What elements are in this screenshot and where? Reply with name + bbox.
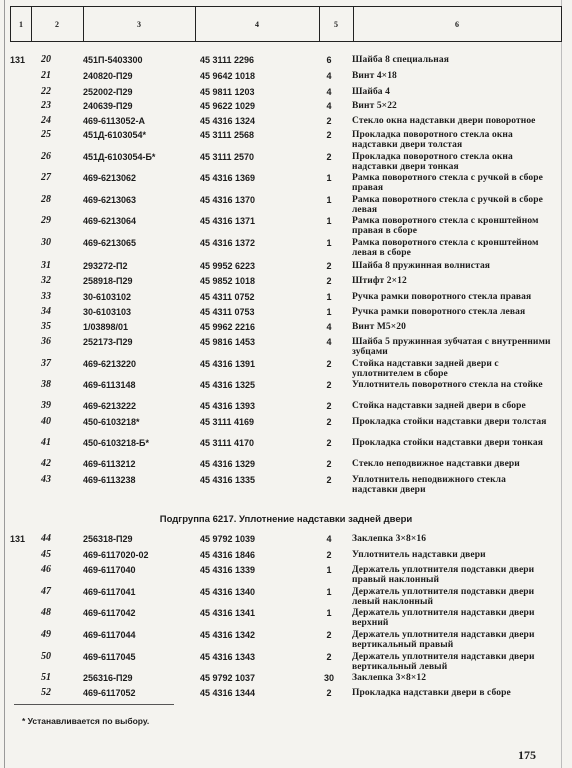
position-number: 52 — [41, 687, 51, 698]
position-number: 25 — [41, 129, 51, 140]
part-code: 45 4316 1344 — [200, 688, 256, 698]
part-name: Шайба 8 специальная — [352, 55, 449, 65]
page-number: 175 — [518, 748, 536, 762]
part-code: 45 4316 1342 — [200, 630, 256, 640]
part-number: 469-6113052-А — [83, 116, 146, 126]
group-number: 131 — [10, 534, 26, 544]
quantity: 2 — [326, 652, 332, 662]
position-number: 29 — [41, 215, 51, 226]
header-col-4: 4 — [255, 19, 259, 29]
part-code: 45 9622 1029 — [200, 101, 256, 111]
part-number: 240639-П29 — [83, 101, 133, 111]
position-number: 46 — [41, 564, 51, 575]
part-code: 45 4316 1324 — [200, 116, 256, 126]
part-name: Штифт 2×12 — [352, 276, 407, 286]
table-header — [10, 6, 562, 42]
part-code: 45 4316 1335 — [200, 475, 256, 485]
part-number: 469-6117041 — [83, 587, 136, 597]
part-name: Стекло неподвижное надставки двери — [352, 459, 520, 469]
part-name: Прокладка поворотного стекла окна надставки двери тонкая — [352, 152, 513, 172]
part-name: Ручка рамки поворотного стекла левая — [352, 307, 526, 317]
quantity: 2 — [326, 152, 332, 162]
part-name: Уплотнитель поворотного стекла на стойке — [352, 380, 543, 390]
position-number: 21 — [41, 70, 51, 81]
part-number: 451Д-6103054* — [83, 130, 146, 140]
table-row — [0, 337, 572, 359]
part-code: 45 4316 1846 — [200, 550, 256, 560]
quantity: 4 — [326, 534, 332, 544]
quantity: 2 — [326, 630, 332, 640]
quantity: 1 — [326, 587, 332, 597]
part-number: 258918-П29 — [83, 276, 133, 286]
part-number: 256316-П29 — [83, 673, 133, 683]
quantity: 2 — [326, 550, 332, 560]
part-number: 252173-П29 — [83, 337, 133, 347]
quantity: 2 — [326, 401, 332, 411]
position-number: 35 — [41, 321, 51, 332]
part-name: Уплотнитель надставки двери — [352, 550, 486, 560]
header-col-1: 1 — [19, 19, 23, 29]
quantity: 4 — [326, 101, 332, 111]
quantity: 1 — [326, 216, 332, 226]
part-code: 45 4316 1393 — [200, 401, 256, 411]
footnote-rule — [14, 704, 174, 705]
part-code: 45 4316 1340 — [200, 587, 256, 597]
part-code: 45 9792 1037 — [200, 673, 256, 683]
quantity: 6 — [326, 55, 332, 65]
table-row — [0, 565, 572, 587]
header-col-3: 3 — [137, 19, 141, 29]
quantity: 4 — [326, 322, 332, 332]
part-number: 469-6213063 — [83, 195, 137, 205]
position-number: 49 — [41, 629, 51, 640]
quantity: 2 — [326, 116, 332, 126]
part-name: Держатель уплотнителя надставки двери вертикальный правый — [352, 630, 535, 650]
part-code: 45 4316 1370 — [200, 195, 256, 205]
part-code: 45 9811 1203 — [200, 87, 255, 97]
position-number: 24 — [41, 115, 51, 126]
part-name: Ручка рамки поворотного стекла правая — [352, 292, 532, 302]
position-number: 36 — [41, 336, 51, 347]
position-number: 40 — [41, 416, 51, 427]
part-code: 45 3111 2296 — [200, 55, 255, 65]
table-row — [0, 438, 572, 460]
part-number: 450-6103218-Б* — [83, 438, 150, 448]
part-name: Шайба 5 пружинная зубчатая с внутренними зубцами — [352, 337, 551, 357]
table-row — [0, 152, 572, 174]
position-number: 26 — [41, 151, 51, 162]
position-number: 43 — [41, 474, 51, 485]
part-number: 256318-П29 — [83, 534, 133, 544]
part-name: Шайба 4 — [352, 87, 390, 97]
part-number: 469-6213064 — [83, 216, 137, 226]
quantity: 2 — [326, 359, 332, 369]
part-name: Рамка поворотного стекла с ручкой в сборе левая — [352, 195, 543, 215]
quantity: 1 — [326, 292, 332, 302]
part-name: Держатель уплотнителя подставки двери правый наклонный — [352, 565, 535, 585]
quantity: 1 — [326, 307, 332, 317]
part-number: 469-6117040 — [83, 565, 136, 575]
position-number: 34 — [41, 306, 51, 317]
part-code: 45 9952 6223 — [200, 261, 256, 271]
part-code: 45 4316 1391 — [200, 359, 256, 369]
table-row — [0, 417, 572, 439]
position-number: 45 — [41, 549, 51, 560]
table-row — [0, 652, 572, 674]
part-name: Заклепка 3×8×16 — [352, 534, 427, 544]
part-name: Рамка поворотного стекла с кронштейном левая в сборе — [352, 238, 539, 258]
position-number: 23 — [41, 100, 51, 111]
table-row — [0, 380, 572, 402]
position-number: 27 — [41, 172, 51, 183]
part-code: 45 3111 4170 — [200, 438, 255, 448]
table-row — [0, 475, 572, 497]
header-col-5: 5 — [334, 19, 338, 29]
quantity: 1 — [326, 238, 332, 248]
part-code: 45 4311 0752 — [200, 292, 255, 302]
quantity: 1 — [326, 565, 332, 575]
part-code: 45 4316 1341 — [200, 608, 256, 618]
position-number: 28 — [41, 194, 51, 205]
part-number: 293272-П2 — [83, 261, 128, 271]
table-row — [0, 688, 572, 710]
part-number: 30-6103103 — [83, 307, 132, 317]
part-code: 45 3111 4169 — [200, 417, 255, 427]
part-name: Стойка надставки задней двери в сборе — [352, 401, 526, 411]
table-row — [0, 195, 572, 217]
part-name: Прокладка стойки надставки двери тонкая — [352, 438, 543, 448]
part-code: 45 4316 1369 — [200, 173, 256, 183]
part-number: 451П-5403300 — [83, 55, 143, 65]
part-name: Прокладка поворотного стекла окна надставки двери толстая — [352, 130, 513, 150]
part-number: 30-6103102 — [83, 292, 132, 302]
part-code: 45 9642 1018 — [200, 71, 256, 81]
part-name: Стекло окна надставки двери поворотное — [352, 116, 536, 126]
quantity: 2 — [326, 417, 332, 427]
part-name: Винт М5×20 — [352, 322, 406, 332]
header-col-2: 2 — [55, 19, 59, 29]
part-number: 469-6213065 — [83, 238, 137, 248]
quantity: 2 — [326, 438, 332, 448]
part-number: 1/03898/01 — [83, 322, 129, 332]
position-number: 37 — [41, 358, 51, 369]
part-name: Заклепка 3×8×12 — [352, 673, 427, 683]
part-code: 45 4316 1343 — [200, 652, 256, 662]
quantity: 2 — [326, 261, 332, 271]
part-name: Держатель уплотнителя надставки двери вертикальный левый — [352, 652, 535, 672]
table-row — [0, 130, 572, 152]
part-number: 469-6213222 — [83, 401, 137, 411]
position-number: 41 — [41, 437, 51, 448]
part-name: Уплотнитель неподвижного стекла надставки двери — [352, 475, 506, 495]
position-number: 32 — [41, 275, 51, 286]
quantity: 1 — [326, 173, 332, 183]
part-name: Шайба 8 пружинная волнистая — [352, 261, 491, 271]
quantity: 2 — [326, 688, 332, 698]
quantity: 30 — [323, 673, 334, 683]
part-code: 45 4316 1339 — [200, 565, 256, 575]
table-row — [0, 359, 572, 381]
part-code: 45 9816 1453 — [200, 337, 256, 347]
part-number: 252002-П29 — [83, 87, 133, 97]
quantity: 2 — [326, 380, 332, 390]
part-code: 45 4316 1325 — [200, 380, 256, 390]
quantity: 2 — [326, 475, 332, 485]
position-number: 47 — [41, 586, 51, 597]
part-number: 469-6117042 — [83, 608, 136, 618]
part-code: 45 4316 1329 — [200, 459, 256, 469]
part-number: 469-6113238 — [83, 475, 136, 485]
quantity: 2 — [326, 459, 332, 469]
header-col-6: 6 — [455, 19, 459, 29]
position-number: 31 — [41, 260, 51, 271]
position-number: 33 — [41, 291, 51, 302]
part-name: Стойка надставки задней двери с уплотнителем в сборе — [352, 359, 499, 379]
part-name: Рамка поворотного стекла с ручкой в сборе правая — [352, 173, 543, 193]
part-name: Винт 4×18 — [352, 71, 397, 81]
table-row — [0, 216, 572, 238]
quantity: 1 — [326, 195, 332, 205]
part-number: 469-6117020-02 — [83, 550, 149, 560]
part-code: 45 4311 0753 — [200, 307, 255, 317]
part-code: 45 3111 2570 — [200, 152, 255, 162]
position-number: 51 — [41, 672, 51, 683]
part-name: Держатель уплотнителя подставки двери левый наклонный — [352, 587, 535, 607]
part-number: 469-6117044 — [83, 630, 136, 640]
position-number: 22 — [41, 86, 51, 97]
table-row — [0, 238, 572, 260]
part-number: 469-6113148 — [83, 380, 136, 390]
position-number: 44 — [41, 533, 51, 544]
position-number: 48 — [41, 607, 51, 618]
part-number: 469-6117052 — [83, 688, 136, 698]
quantity: 1 — [326, 608, 332, 618]
quantity: 2 — [326, 276, 332, 286]
quantity: 4 — [326, 71, 332, 81]
part-number: 450-6103218* — [83, 417, 140, 427]
position-number: 50 — [41, 651, 51, 662]
part-number: 469-6117045 — [83, 652, 136, 662]
part-number: 469-6213062 — [83, 173, 137, 183]
quantity: 2 — [326, 130, 332, 140]
part-code: 45 9962 2216 — [200, 322, 256, 332]
subgroup-title: Подгруппа 6217. Уплотнение надставки задней двери — [159, 514, 413, 525]
table-row — [0, 608, 572, 630]
part-name: Винт 5×22 — [352, 101, 397, 111]
table-row — [0, 173, 572, 195]
quantity: 4 — [326, 337, 332, 347]
part-number: 451Д-6103054-Б* — [83, 152, 156, 162]
part-number: 240820-П29 — [83, 71, 133, 81]
position-number: 20 — [41, 54, 51, 65]
part-number: 469-6213220 — [83, 359, 137, 369]
table-row — [0, 587, 572, 609]
part-code: 45 3111 2568 — [200, 130, 255, 140]
position-number: 42 — [41, 458, 51, 469]
part-name: Прокладка надставки двери в сборе — [352, 688, 511, 698]
position-number: 38 — [41, 379, 51, 390]
part-name: Прокладка стойки надставки двери толстая — [352, 417, 547, 427]
part-number: 469-6113212 — [83, 459, 136, 469]
part-code: 45 4316 1371 — [200, 216, 256, 226]
position-number: 30 — [41, 237, 51, 248]
position-number: 39 — [41, 400, 51, 411]
footnote: * Устанавливается по выбору. — [22, 716, 150, 726]
group-number: 131 — [10, 55, 26, 65]
quantity: 4 — [326, 87, 332, 97]
part-code: 45 9852 1018 — [200, 276, 256, 286]
part-code: 45 4316 1372 — [200, 238, 256, 248]
table-row — [0, 630, 572, 652]
part-name: Рамка поворотного стекла с кронштейном правая в сборе — [352, 216, 539, 236]
part-code: 45 9792 1039 — [200, 534, 256, 544]
part-name: Держатель уплотнителя надставки двери верхний — [352, 608, 535, 628]
